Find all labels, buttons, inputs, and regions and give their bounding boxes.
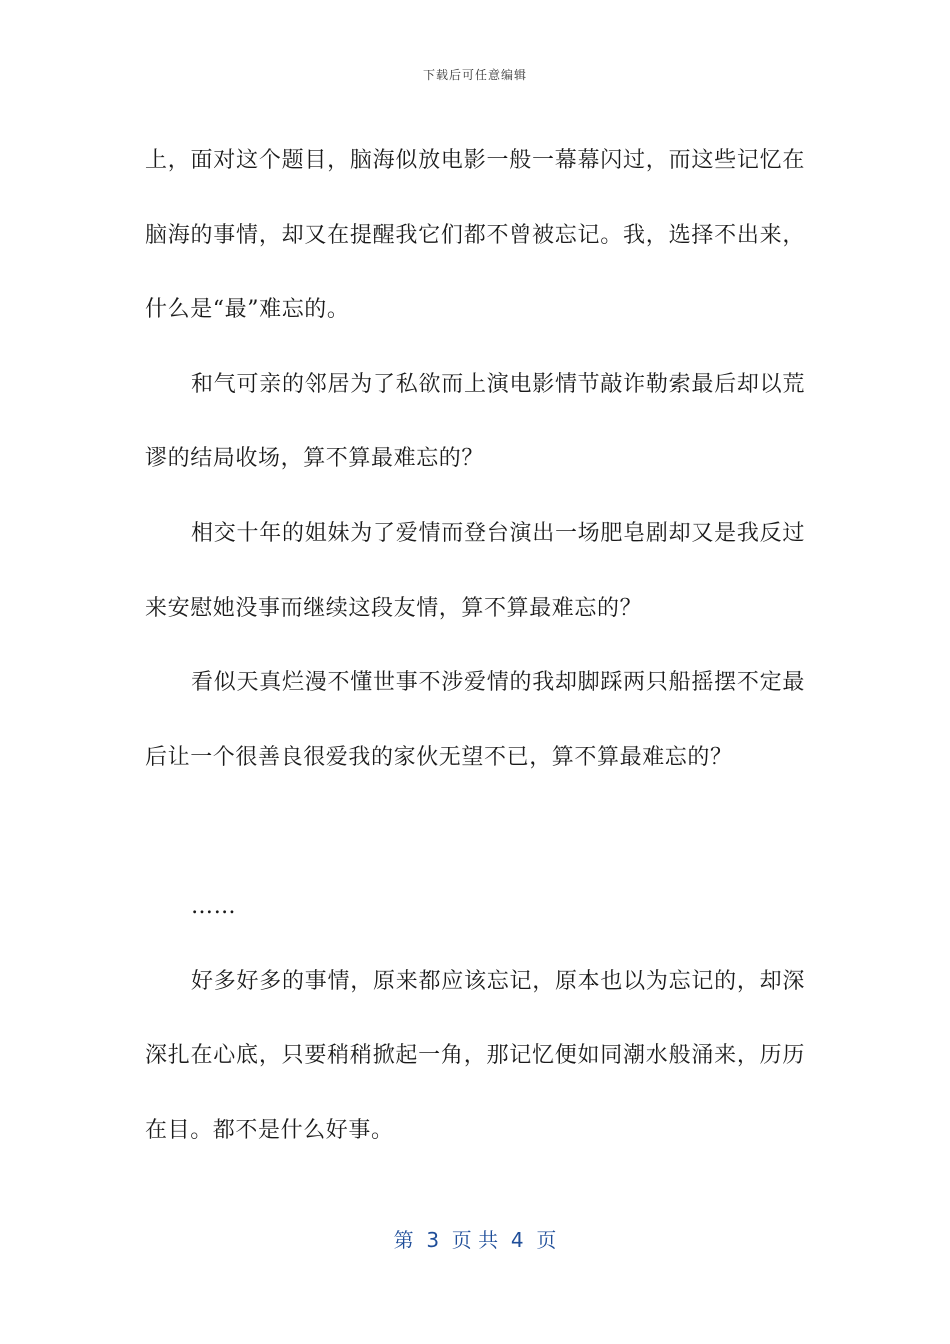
paragraph-ellipsis: …… [191, 893, 237, 919]
page-number-footer: 第 3 页 共 4 页 [393, 1228, 557, 1252]
header-note: 下载后可任意编辑 [422, 68, 527, 82]
body-text [145, 124, 805, 1168]
paragraph-conclusion: 好多好多的事情，原来都应该忘记，原本也以为忘记的，却深深扎在心底，只要稍稍掀起一角，那记忆便如同潮水般涌来，历历在目。都不是什么好事。 [145, 968, 805, 1143]
paragraph-neighbor: 和气可亲的邻居为了私欲而上演电影情节敲诈勒索最后却以荒谬的结局收场，算不算最难忘的？ [145, 371, 805, 472]
paragraph-sisters: 相交十年的姐妹为了爱情而登台演出一场肥皂剧却又是我反过来安慰她没事而继续这段友情，算不算最难忘的？ [145, 520, 805, 621]
paragraph-continuation: 上，面对这个题目，脑海似放电影一般一幕幕闪过，而这些记忆在脑海的事情，却又在提醒我它们都不曾被忘记。我，选择不出来，什么是“最”难忘的。 [145, 148, 805, 323]
blank-line [145, 795, 805, 870]
paragraph-self: 看似天真烂漫不懂世事不涉爱情的我却脚踩两只船摇摆不定最后让一个很善良很爱我的家伙无望不已，算不算最难忘的？ [145, 670, 805, 770]
